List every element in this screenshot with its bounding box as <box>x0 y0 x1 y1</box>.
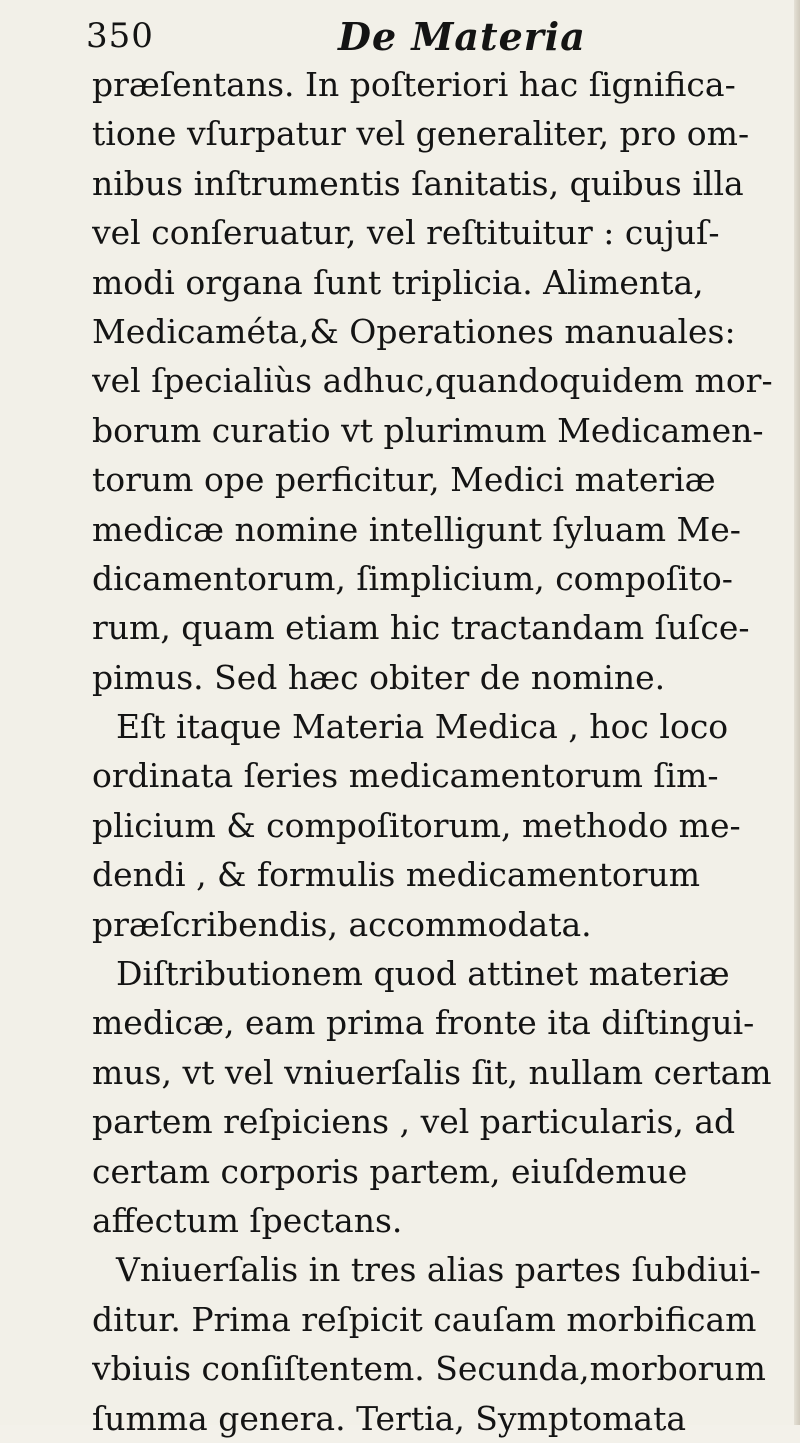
text-line: mus, vt vel vniuerſalis ſit, nullam certam <box>92 1052 772 1092</box>
text-line: partem reſpiciens , vel particularis, ad <box>92 1102 736 1142</box>
page-edge <box>794 0 800 1425</box>
paragraph-start-line: Diſtributionem quod attinet materiæ <box>116 954 730 994</box>
text-line: medicæ nomine intelligunt ſyluam Me- <box>92 509 741 549</box>
text-line: dendi , & formulis medicamentorum <box>92 855 701 895</box>
text-line: rum, quam etiam hic tractandam ſuſce- <box>92 608 750 648</box>
paragraph-start-line: Vniuerſalis in tres alias partes ſubdiui- <box>116 1250 761 1290</box>
text-line: torum ope perficitur, Medici materiæ <box>92 460 716 500</box>
text-line: ſumma genera. Tertia, Symptomata <box>92 1398 686 1438</box>
text-line: medicæ, eam prima fronte ita diſtingui- <box>92 1003 755 1043</box>
paragraph-start-line: Eſt itaque Materia Medica , hoc loco <box>116 707 729 747</box>
text-line: ditur. Prima reſpicit cauſam morbificam <box>92 1299 757 1339</box>
text-line: vel ſpecialiùs adhuc,quandoquidem mor- <box>92 361 773 401</box>
text-line: præſentans. In poſteriori hac ſignifica- <box>92 65 736 104</box>
running-head: De Materia <box>338 14 586 59</box>
text-line: vbiuis conſiſtentem. Secunda,morborum <box>92 1349 766 1389</box>
text-line: dicamentorum, ſimplicium, compoſito- <box>92 558 733 598</box>
text-line: certam corporis partem, eiuſdemue <box>92 1151 688 1191</box>
text-line: nibus inſtrumentis ſanitatis, quibus illa <box>92 163 744 203</box>
text-line: affectum ſpectans. <box>92 1200 403 1240</box>
page-number: 350 <box>86 16 154 56</box>
text-line: tione vſurpatur vel generaliter, pro om- <box>92 114 750 154</box>
text-line: vel conſeruatur, vel reſtituitur : cujuſ- <box>92 213 720 253</box>
text-line: borum curatio vt plurimum Medicamen- <box>92 410 764 450</box>
page-header <box>86 10 786 60</box>
body-text <box>92 60 786 1443</box>
text-line: Medicaméta,& Operationes manuales: <box>92 311 736 351</box>
text-line: præſcribendis, accommodata. <box>92 904 592 944</box>
text-line: modi organa ſunt triplicia. Alimenta, <box>92 262 704 302</box>
text-line: plicium & compoſitorum, methodo me- <box>92 805 741 845</box>
text-line: ordinata ſeries medicamentorum ſim- <box>92 756 719 796</box>
text-line: pimus. Sed hæc obiter de nomine. <box>92 657 666 697</box>
